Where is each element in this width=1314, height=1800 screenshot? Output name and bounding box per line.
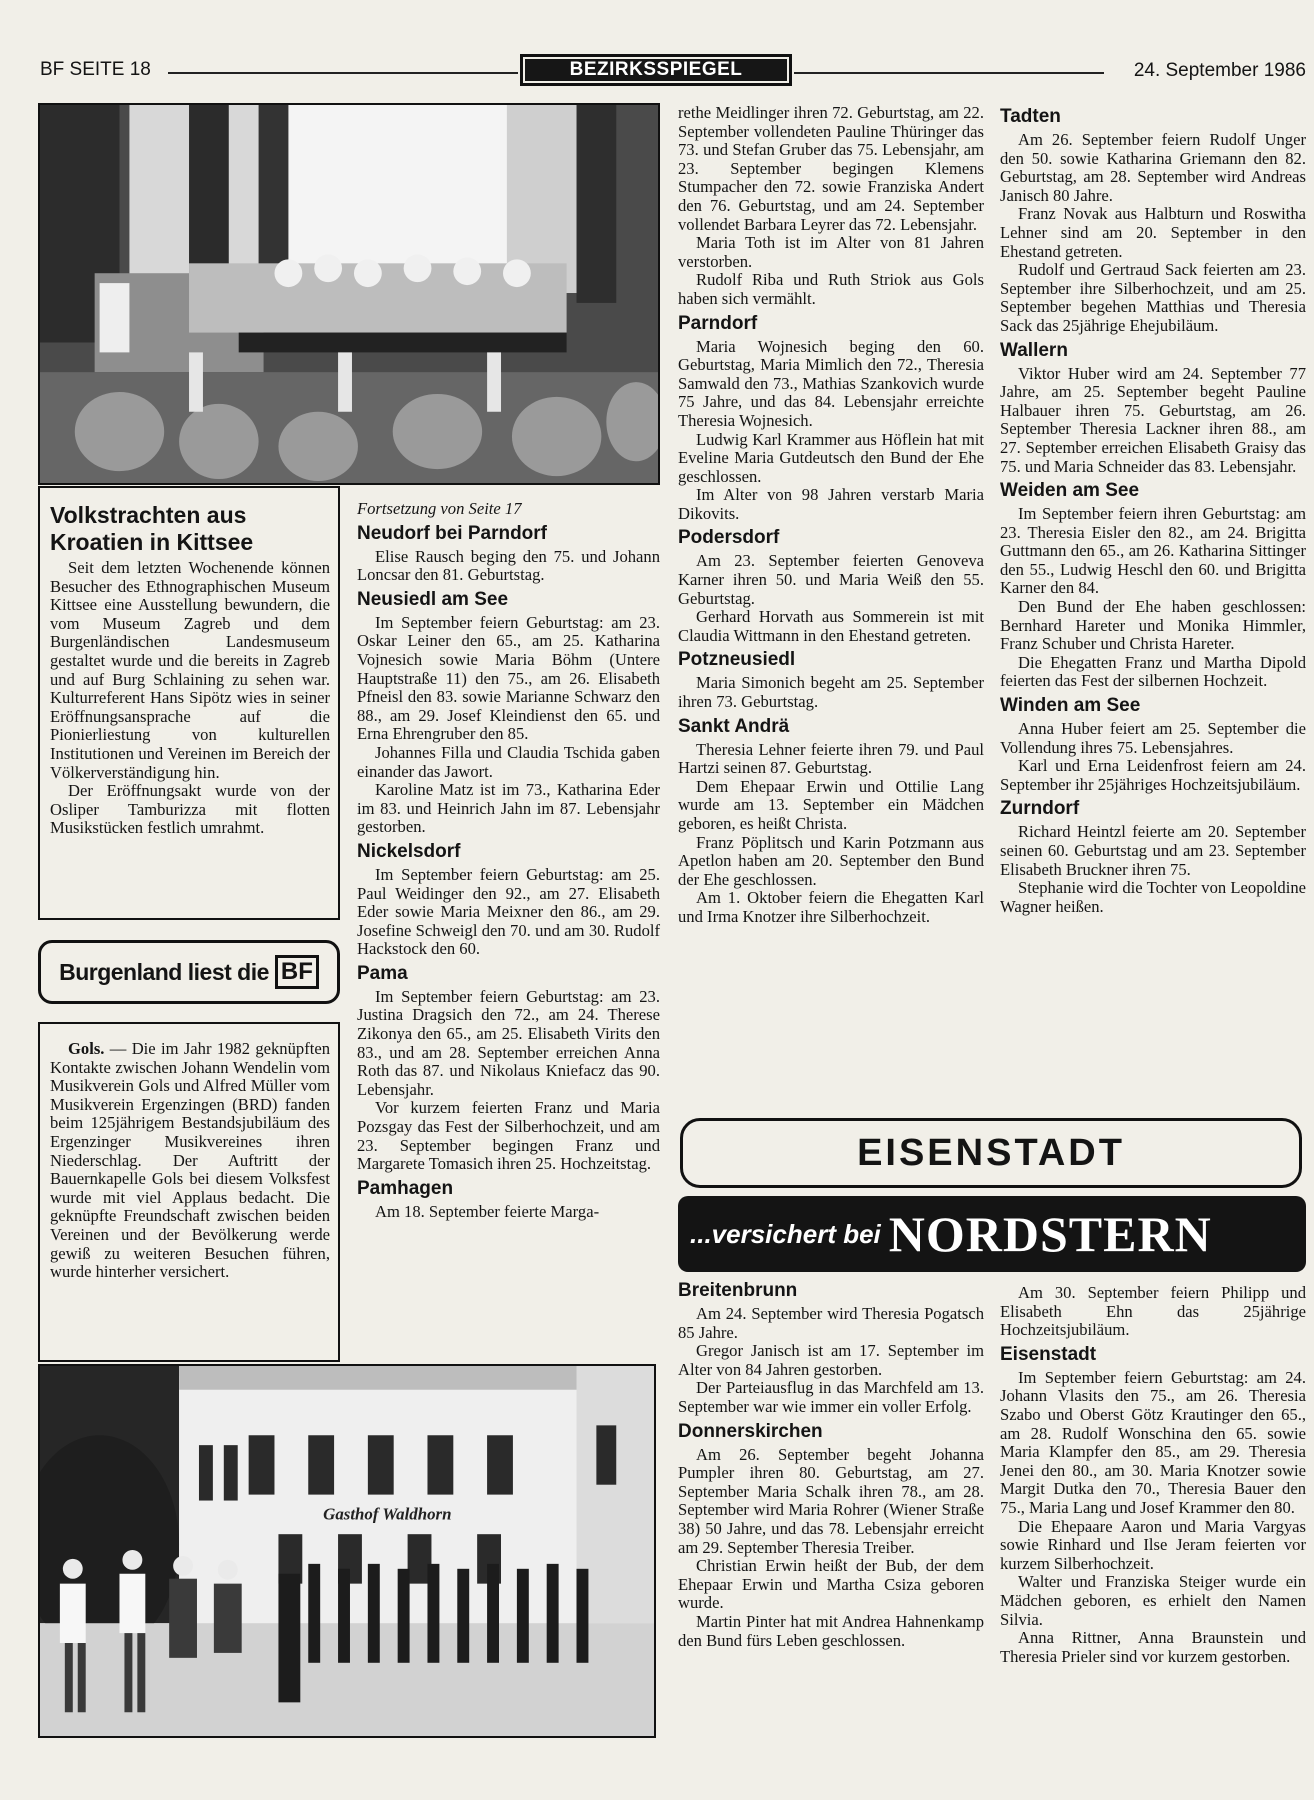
- section-title: BEZIRKSSPIEGEL: [525, 59, 787, 81]
- promo-burgenland-liest: [38, 940, 340, 1004]
- paragraph: Johannes Filla und Claudia Tschida gaben einander das Jawort.: [357, 742, 660, 781]
- column-3: [678, 104, 984, 927]
- paragraph: Am 18. September feierte Marga-: [375, 1201, 600, 1221]
- paragraph: Im September feiern ihren Geburtstag: am 23. Theresia Eisler den 82., am 24. Brigitta Guttmann den 65., am 26. Katharina Sittinger den 55., Ludwig Heschl den 60. und Brigitta Karner den 84.: [1000, 504, 1306, 598]
- column-4: [1000, 102, 1306, 916]
- paragraph: Maria Wojnesich beging den 60. Geburtstag, Maria Mimlich den 72., Theresia Samwald den 73., Mathias Szankovich wurde 75 Jahre, und das 84. Lebensjahr erreichte Theresia Wojnesich.: [678, 336, 984, 430]
- section-banner: [520, 54, 792, 86]
- paragraph: Der Parteiausflug in das Marchfeld am 13. September war wie immer ein voller Erfolg.: [678, 1378, 984, 1416]
- paragraph: Anna Rittner, Anna Braunstein und Theresia Prieler sind vor kurzem gestorben.: [1000, 1628, 1306, 1666]
- heading-pama: Pama: [357, 962, 408, 984]
- paragraph: Im Alter von 98 Jahren verstarb Maria Dikovits.: [678, 485, 984, 523]
- page-number: BF SEITE 18: [40, 59, 151, 80]
- paragraph: Am 24. September wird Theresia Pogatsch 85 Jahre.: [678, 1304, 984, 1342]
- heading-podersdorf: Podersdorf: [678, 527, 780, 549]
- ad-nordstern: [678, 1196, 1306, 1272]
- photo-bauernkapelle: [38, 1364, 656, 1738]
- paragraph: Am 1. Oktober feiern die Ehegatten Karl und Irma Knotzer ihre Silberhochzeit.: [678, 888, 984, 926]
- paragraph: Im September feiern Geburtstag: am 24. Johann Vlasits den 75., am 26. Theresia Szabo und Oberst Götz Krautinger den 65., am 28. Rudolf Wonschina den 65. sowie Maria Klampfer den 85., am 29. Theresia Jenei den 80., am 30. Maria Knotzer sowie Margit Dutka den 70., Theresia Bauer den 75., Maria Lang und Josef Krammer den 80.: [1000, 1367, 1306, 1517]
- heading-potzneusiedl: Potzneusiedl: [678, 649, 796, 671]
- heading-eisenstadt: Eisenstadt: [1000, 1343, 1097, 1365]
- heading-donnerskirchen: Donnerskirchen: [678, 1420, 823, 1442]
- paragraph: Karoline Matz ist im 73., Katharina Eder im 83. und Heinrich Jahn im 87. Lebensjahr gestorben.: [357, 780, 660, 837]
- paragraph: Theresia Lehner feierte ihren 79. und Paul Hartzi seinen 87. Geburtstag.: [678, 739, 984, 778]
- paragraph: Viktor Huber wird am 24. September 77 Jahre, am 25. September begeht Pauline Halbauer ihren 75. Geburtstag, am 26. September Theresia Lackner ihren 88., am 27. September erreichen Elisabeth Graisy das 75. und Maria Schneider das 83. Lebensjahr.: [1000, 363, 1306, 476]
- paragraph: Die Ehepaare Aaron und Maria Vargyas sowie Rinhard und Ilse Jeram feierten vor kurzem Silberhochzeit.: [1000, 1516, 1306, 1573]
- paragraph: Am 26. September feiern Rudolf Unger den 50. sowie Katharina Griemann den 82. Geburtstag, am 28. September wird Andreas Janisch 80 Jahre.: [1000, 130, 1306, 205]
- paragraph: Im September feiern Geburtstag: am 23. Justina Dragsich den 72., am 24. Therese Zikonya den 65., am 25. Elisabeth Virits den 83., und am 28. September erreichen Anna Roth das 87. und Nikolaus Kniefacz das 90. Lebensjahr.: [357, 986, 660, 1099]
- bf-logo: BF: [275, 955, 319, 989]
- title-line-1: Volkstrachten aus: [50, 502, 247, 528]
- gasthof-sign: Gasthof Waldhorn: [323, 1504, 452, 1524]
- paragraph: Im September feiern Geburtstag: am 25. Paul Weidinger den 92., am 27. Elisabeth Eder sowie Maria Meixner den 86., am 29. Josefine Schweigl den 70. und am 30. Rudolf Hackstock den 60.: [357, 864, 660, 959]
- paragraph: Den Bund der Ehe haben geschlossen: Bernhard Hareter und Monika Himmler, Franz Schuber und Christa Hareter.: [1000, 597, 1306, 654]
- article-gols-text: — Die im Jahr 1982 geknüpften Kontakte zwischen Johann Wendelin vom Musikverein Gols und Alfred Müller vom Musikverein Ergenzingen (BRD) fanden beim 125jährigem Bestandsjubiläum des Ergenzinger Musikvereines ihren Niederschlag. Der Auftritt der Bauernkapelle Gols bei diesem Volksfest wurde mit viel Applaus bedacht. Die geknüpfte Freundschaft zwischen beiden Vereinen und der Bevölkerung werde gewiß zu weiteren Besuchen führen, wurde hinterher versichert.: [50, 1039, 330, 1282]
- issue-date: 24. September 1986: [1133, 60, 1306, 81]
- paragraph: Maria Toth ist im Alter von 81 Jahren verstorben.: [678, 233, 984, 271]
- heading-tadten: Tadten: [1000, 106, 1061, 127]
- article-kroatien-title: [50, 502, 330, 556]
- heading-breitenbrunn: Breitenbrunn: [678, 1280, 798, 1301]
- paragraph: Rudolf Riba und Ruth Striok aus Gols haben sich vermählt.: [678, 270, 984, 308]
- paragraph: [50, 1040, 330, 1282]
- heading-winden: Winden am See: [1000, 695, 1141, 717]
- ad-lead: ...versichert bei: [690, 1218, 881, 1249]
- bauernkapelle-photo-illustration: [40, 1366, 654, 1736]
- paragraph: Karl und Erna Leidenfrost feiern am 24. September ihr 25jähriges Hochzeitsjubiläum.: [1000, 756, 1306, 794]
- article-kroatien: [38, 486, 340, 920]
- heading-pamhagen: Pamhagen: [357, 1177, 454, 1199]
- paragraph: Christian Erwin heißt der Bub, der dem Ehepaar Erwin und Martha Csiza geboren wurde.: [678, 1556, 984, 1613]
- paragraph: Im September feiern Geburtstag: am 23. Oskar Leiner den 65., am 25. Katharina Vojnesich sowie Maria Böhm (Untere Hauptstraße 11) den 75., am 26. Elisabeth Pfneisl den 83. sowie Marianne Schwarz den 88., am 29. Josef Kleindienst den 65. und Erna Ehrengruber den 85.: [357, 612, 660, 744]
- paragraph: Ludwig Karl Krammer aus Höflein hat mit Eveline Maria Gutdeutsch den Bund der Ehe geschlossen.: [678, 429, 984, 486]
- continuation-note: Fortsetzung von Seite 17: [357, 499, 522, 518]
- paragraph: Walter und Franziska Steiger wurde ein Mädchen geboren, es erhielt den Namen Silvia.: [1000, 1572, 1306, 1629]
- ad-city: EISENSTADT: [857, 1131, 1125, 1174]
- paragraph: Vor kurzem feierten Franz und Maria Pozsgay das Fest der Silberhochzeit, und am 23. September begingen Franz und Margarete Tomasich ihren 25. Hochzeitstag.: [357, 1098, 660, 1174]
- title-line-2: Kroatien in Kittsee: [50, 529, 254, 555]
- heading-parndorf: Parndorf: [678, 312, 758, 334]
- paragraph: Die Ehegatten Franz und Martha Dipold feierten das Fest der silbernen Hochzeit.: [1000, 652, 1306, 691]
- column-2: [357, 500, 660, 1221]
- heading-weiden: Weiden am See: [1000, 480, 1140, 502]
- paragraph: Der Eröffnungsakt wurde von der Osliper Tamburizza mit flotten Musikstücken festlich umrahmt.: [50, 781, 330, 838]
- header-rule-right: [794, 72, 1104, 74]
- paragraph: Stephanie wird die Tochter von Leopoldine Wagner heißen.: [1000, 878, 1306, 916]
- article-gols-lead: Gols.: [68, 1039, 105, 1058]
- paragraph: Am 26. September begeht Johanna Pumpler ihren 80. Geburtstag, am 27. September Maria Schalk ihren 78., am 28. September wird Maria Rohrer (Wiener Straße 38) 50 Jahre, und das 78. Lebensjahr erreicht am 29. September Theresia Treiber.: [678, 1444, 984, 1557]
- heading-sankt-andrae: Sankt Andrä: [678, 715, 790, 737]
- heading-neusiedl: Neusiedl am See: [357, 588, 509, 610]
- paragraph: Elise Rausch beging den 75. und Johann Loncsar den 81. Geburtstag.: [357, 546, 660, 585]
- paragraph: Gregor Janisch ist am 17. September im Alter von 84 Jahren gestorben.: [678, 1341, 984, 1379]
- paragraph: Franz Novak aus Halbturn und Roswitha Lehner sind am 20. September in den Ehestand getreten.: [1000, 204, 1306, 261]
- paragraph: Am 23. September feierten Genoveva Karner ihren 50. und Maria Weiß den 55. Geburtstag.: [678, 551, 984, 608]
- article-gols: [38, 1022, 340, 1362]
- paragraph: Anna Huber feiert am 25. September die Vollendung ihres 75. Lebensjahres.: [1000, 719, 1306, 757]
- paragraph: Seit dem letzten Wochenende können Besucher des Ethnographischen Museum Kittsee eine Ausstellung bewundern, die vom Museum Zagreb und dem Burgenländischen Landesmuseum gestaltet wurde und die bereits in Zagreb und auf Burg Schlaining zu sehen war. Kulturreferent Hans Sipötz wies in seiner Eröffnungsansprache auf die Pionierliestung von kulturellen Institutionen und Vereinen im Bereich der Völkerverständigung hin.: [50, 558, 330, 782]
- paragraph: Am 30. September feiern Philipp und Elisabeth Ehn das 25jährige Hochzeitsjubiläum.: [1000, 1283, 1306, 1340]
- ad-eisenstadt: [680, 1118, 1302, 1188]
- tamburizza-photo-illustration: [40, 105, 658, 483]
- lower-column-3: [678, 1276, 984, 1650]
- paragraph: Richard Heintzl feierte am 20. September seinen 60. Geburtstag und am 23. September Elisabeth Bruckner ihren 75.: [1000, 822, 1306, 879]
- heading-wallern: Wallern: [1000, 339, 1068, 361]
- paragraph: Rudolf und Gertraud Sack feierten am 23. September ihre Silberhochzeit, und am 25. September begehen Matthias und Theresia Sack das 25jährige Ehejubiläum.: [1000, 260, 1306, 335]
- heading-nickelsdorf: Nickelsdorf: [357, 840, 461, 862]
- promo-text: Burgenland liest die: [59, 958, 269, 985]
- photo-tamburizza: [38, 103, 660, 485]
- paragraph: Martin Pinter hat mit Andrea Hahnenkamp den Bund fürs Leben geschlossen.: [678, 1611, 984, 1650]
- ad-brand: NORDSTERN: [888, 1206, 1212, 1262]
- lower-column-4: [1000, 1284, 1306, 1666]
- paragraph: Maria Simonich begeht am 25. September ihren 73. Geburtstag.: [678, 673, 984, 712]
- paragraph: Gerhard Horvath aus Sommerein ist mit Claudia Wittmann in den Ehestand getreten.: [678, 607, 984, 645]
- paragraph: rethe Meidlinger ihren 72. Geburtstag, am 22. September vollendeten Pauline Thüringer das 73. und Stefan Gruber das 75. Lebensjahr, am 23. September begingen Klemens Stumpacher den 72. sowie Franziska Andert den 76. Geburtstag, und am 24. September vollendet Barbara Leyrer das 72. Lebensjahr.: [678, 103, 984, 234]
- header-rule-left: [168, 72, 518, 74]
- paragraph: Dem Ehepaar Erwin und Ottilie Lang wurde am 13. September ein Mädchen geboren, es heißt Christa.: [678, 776, 984, 833]
- heading-neudorf: Neudorf bei Parndorf: [357, 522, 548, 544]
- heading-zurndorf: Zurndorf: [1000, 798, 1080, 820]
- paragraph: Franz Pöplitsch und Karin Potzmann aus Apetlon haben am 20. September den Bund der Ehe geschlossen.: [678, 832, 984, 889]
